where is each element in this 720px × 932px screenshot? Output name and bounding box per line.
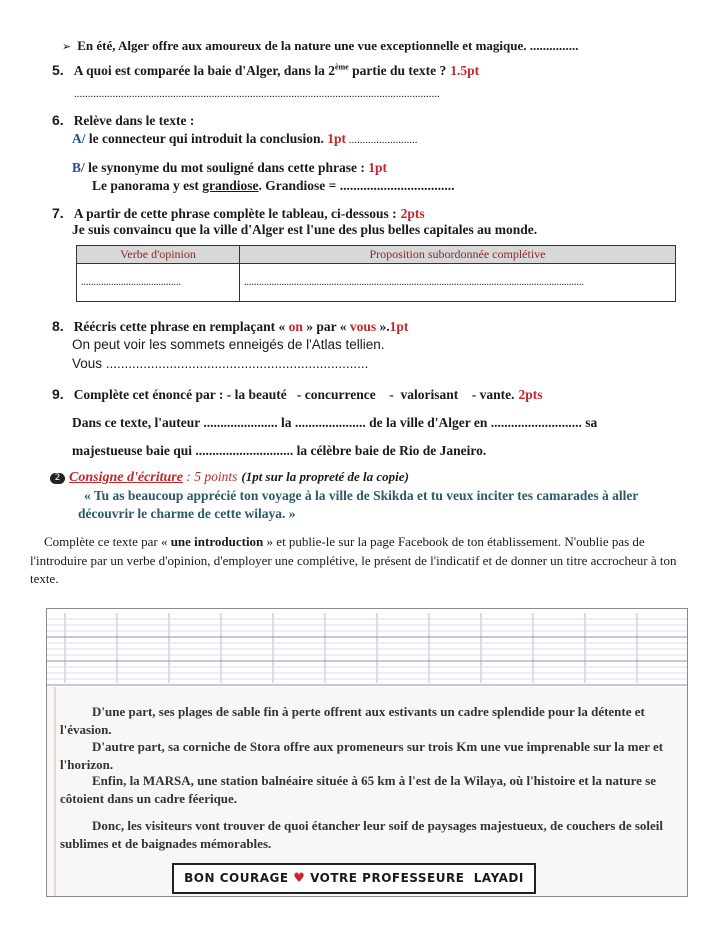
- question-5-answer-line[interactable]: .....................................................................................................................................: [74, 88, 440, 100]
- consigne-note: (1pt sur la propreté de la copie): [241, 469, 409, 484]
- question-9: [52, 386, 542, 404]
- question-6b-text: le synonyme du mot souligné dans cette phrase :: [84, 160, 365, 175]
- consigne-quote: « Tu as beaucoup apprécié ton voyage à la ville de Skikda et tu veux inciter tes camarades à aller découvrir le charme de cette wilaya. »: [78, 488, 639, 521]
- question-8-sentence: On peut voir les sommets enneigés de l'Atlas tellien.: [72, 337, 385, 352]
- number-badge-icon: 2: [50, 473, 65, 484]
- question-5-points: 1.5pt: [450, 63, 480, 78]
- banner-text-left: BON COURAGE: [184, 871, 289, 885]
- question-7-sentence: Je suis convaincu que la ville d'Alger est l'une des plus belles capitales au monde.: [72, 222, 538, 237]
- alger-sentence: [62, 38, 702, 54]
- question-6b-points: 1pt: [368, 160, 388, 175]
- question-6a-letter: A/: [72, 131, 86, 146]
- question-8-number: 8.: [52, 318, 64, 334]
- consigne-title: Consigne d'écriture: [69, 470, 183, 485]
- question-6a-answer[interactable]: .........................: [346, 134, 418, 146]
- closing-banner: [172, 863, 536, 894]
- question-8: [52, 318, 408, 336]
- question-5: [52, 62, 692, 80]
- question-9-text: Complète cet énoncé par : - la beauté - concurrence - valorisant - vante.: [73, 387, 515, 402]
- notebook-paragraph-4: Donc, les visiteurs vont trouver de quoi étancher leur soif de paysages majestueux, de couchers de soleil sublimes et de baignades mémorables.: [60, 818, 664, 851]
- notebook-paragraph-3: Enfin, la MARSA, une station balnéaire située à 65 km à l'est de la Wilaya, où l'histoire et la nature se côtoient dans un cadre féerique.: [60, 773, 656, 806]
- question-6a-points: 1pt: [327, 131, 347, 146]
- question-9-points: 2pts: [518, 387, 543, 402]
- consigne-title-row: [50, 468, 409, 486]
- table-header-completive: Proposition subordonnée complétive: [240, 246, 676, 264]
- banner-text-right: VOTRE PROFESSEURE LAYADI: [310, 871, 524, 885]
- alger-sentence-text: En été, Alger offre aux amoureux de la nature une vue exceptionnelle et magique. ...............: [77, 38, 579, 53]
- heart-icon: ♥: [293, 871, 306, 886]
- question-7-number: 7.: [52, 205, 64, 221]
- question-9-line-2[interactable]: majestueuse baie qui ............................. la célèbre baie de Rio de Janeiro.: [72, 443, 487, 458]
- question-9-line-1[interactable]: Dans ce texte, l'auteur ...................... la ..................... de la ville d'Alger en ........................... sa: [72, 415, 598, 430]
- table-cell-completive[interactable]: ........................................................................................................................................: [240, 264, 676, 302]
- question-6a: [72, 131, 418, 147]
- table-header-verb: Verbe d'opinion: [77, 246, 240, 264]
- question-8-answer[interactable]: Vous ......................................................................: [72, 356, 369, 371]
- question-5-number: 5.: [52, 62, 64, 78]
- question-6b: [72, 160, 387, 176]
- question-6b-letter: B/: [72, 160, 85, 175]
- table-cell-verb[interactable]: ........................................: [77, 264, 240, 302]
- notebook-paragraph-2: D'autre part, sa corniche de Stora offre aux promeneurs sur trois Km une vue imprenable sur la mer et l'horizon.: [60, 739, 664, 772]
- question-6b-sentence: Le panorama y est grandiose. Grandiose = ..................................: [92, 178, 455, 193]
- question-7-points: 2pts: [400, 206, 425, 221]
- question-6-title: Relève dans le texte :: [73, 113, 195, 128]
- notebook-paragraph-1: D'une part, ses plages de sable fin à perte offrent aux estivants un cadre splendide pour la détente et l'évasion.: [60, 704, 645, 737]
- completive-table: [76, 245, 676, 302]
- question-7-text: A partir de cette phrase complète le tableau, ci-dessous :: [73, 206, 397, 221]
- question-9-number: 9.: [52, 386, 64, 402]
- question-8-text: Réécris cette phrase en remplaçant « on » par « vous ».: [73, 319, 390, 334]
- consigne-points: : 5 points: [182, 469, 238, 484]
- question-6-number: 6.: [52, 112, 64, 128]
- arrow-bullet-icon: ➢: [62, 40, 72, 53]
- question-6: [52, 112, 194, 130]
- question-7: [52, 205, 425, 223]
- question-8-points: 1pt: [389, 319, 409, 334]
- consigne-instructions: Complète ce texte par « une introduction » et publie-le sur la page Facebook de ton établissement. N'oublie pas de l'introduire par un verbe d'opinion, d'employer une complétive, le présent de l'indicatif et de donner un titre accrocheur à ton texte.: [30, 534, 677, 586]
- underlined-word: grandiose: [202, 178, 259, 193]
- question-5-text: A quoi est comparée la baie d'Alger, dans la 2ème partie du texte ?: [73, 62, 447, 78]
- question-6a-text: le connecteur qui introduit la conclusion.: [85, 131, 324, 146]
